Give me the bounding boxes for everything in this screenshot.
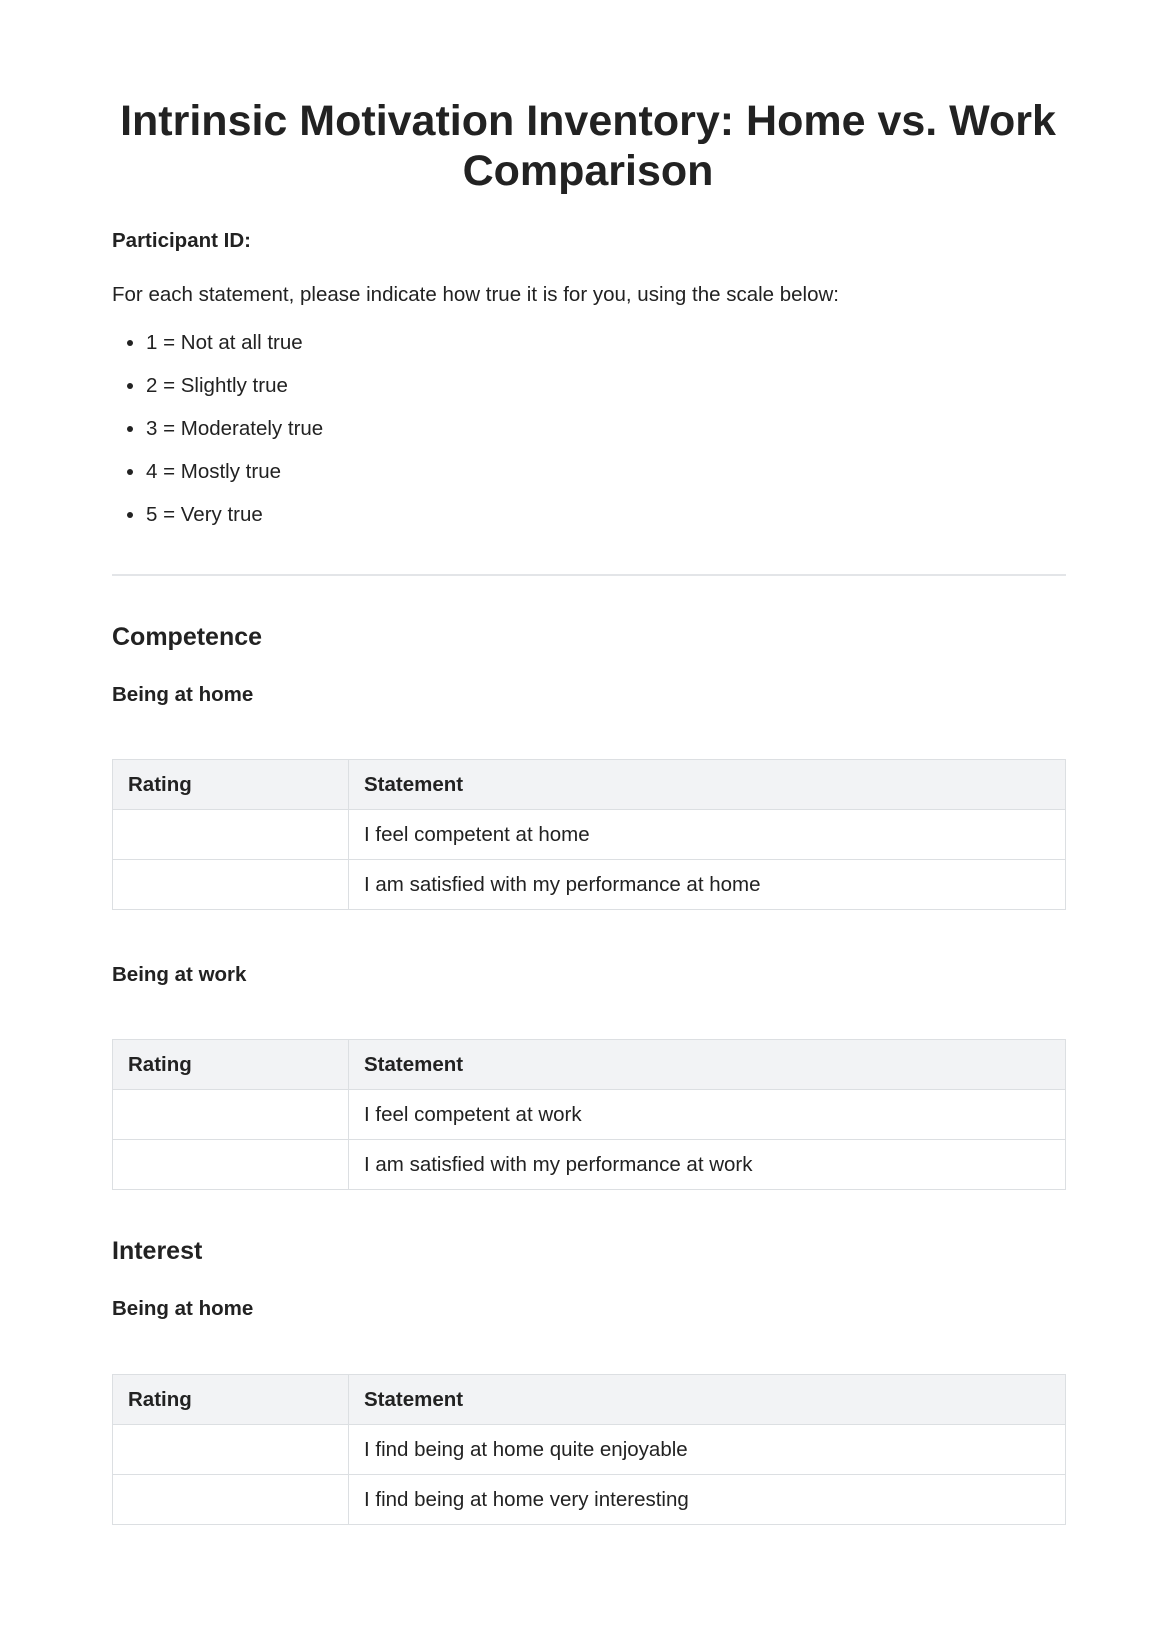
rating-cell[interactable] xyxy=(113,1475,349,1525)
statement-cell: I find being at home quite enjoyable xyxy=(349,1425,1066,1475)
participant-id-label: Participant ID: xyxy=(112,229,251,252)
table-row xyxy=(113,1425,1066,1475)
scale-item: • 5 = Very true xyxy=(146,502,323,545)
statement-cell: I feel competent at home xyxy=(349,810,1066,860)
rating-cell[interactable] xyxy=(113,860,349,910)
header-rating: Rating xyxy=(113,1375,349,1425)
table-row xyxy=(113,1090,1066,1140)
subsection-home: Being at home xyxy=(112,683,254,706)
table-row xyxy=(113,1140,1066,1190)
section-title-competence: Competence xyxy=(112,623,263,651)
rating-cell[interactable] xyxy=(113,810,349,860)
rating-scale-list xyxy=(112,330,323,545)
instructions: For each statement, please indicate how true it is for you, using the scale below: xyxy=(112,283,839,306)
competence-work-table xyxy=(112,1039,1066,1190)
table-row xyxy=(113,810,1066,860)
interest-home-table xyxy=(112,1374,1066,1525)
section-title-interest: Interest xyxy=(112,1237,203,1265)
statement-cell: I am satisfied with my performance at home xyxy=(349,860,1066,910)
statement-cell: I feel competent at work xyxy=(349,1090,1066,1140)
table-row xyxy=(113,1475,1066,1525)
header-statement: Statement xyxy=(349,1375,1066,1425)
table-row xyxy=(113,860,1066,910)
divider xyxy=(112,574,1066,576)
header-statement: Statement xyxy=(349,1040,1066,1090)
rating-cell[interactable] xyxy=(113,1425,349,1475)
subsection-work: Being at work xyxy=(112,963,247,986)
subsection-home: Being at home xyxy=(112,1297,254,1320)
statement-cell: I am satisfied with my performance at work xyxy=(349,1140,1066,1190)
scale-item: • 1 = Not at all true xyxy=(146,330,323,373)
header-statement: Statement xyxy=(349,760,1066,810)
page-title: Intrinsic Motivation Inventory: Home vs. Work Comparison xyxy=(120,97,1056,195)
scale-item: • 3 = Moderately true xyxy=(146,416,323,459)
scale-item: • 4 = Mostly true xyxy=(146,459,323,502)
statement-cell: I find being at home very interesting xyxy=(349,1475,1066,1525)
rating-cell[interactable] xyxy=(113,1090,349,1140)
header-rating: Rating xyxy=(113,1040,349,1090)
competence-home-table xyxy=(112,759,1066,910)
rating-cell[interactable] xyxy=(113,1140,349,1190)
header-rating: Rating xyxy=(113,760,349,810)
scale-item: • 2 = Slightly true xyxy=(146,373,323,416)
